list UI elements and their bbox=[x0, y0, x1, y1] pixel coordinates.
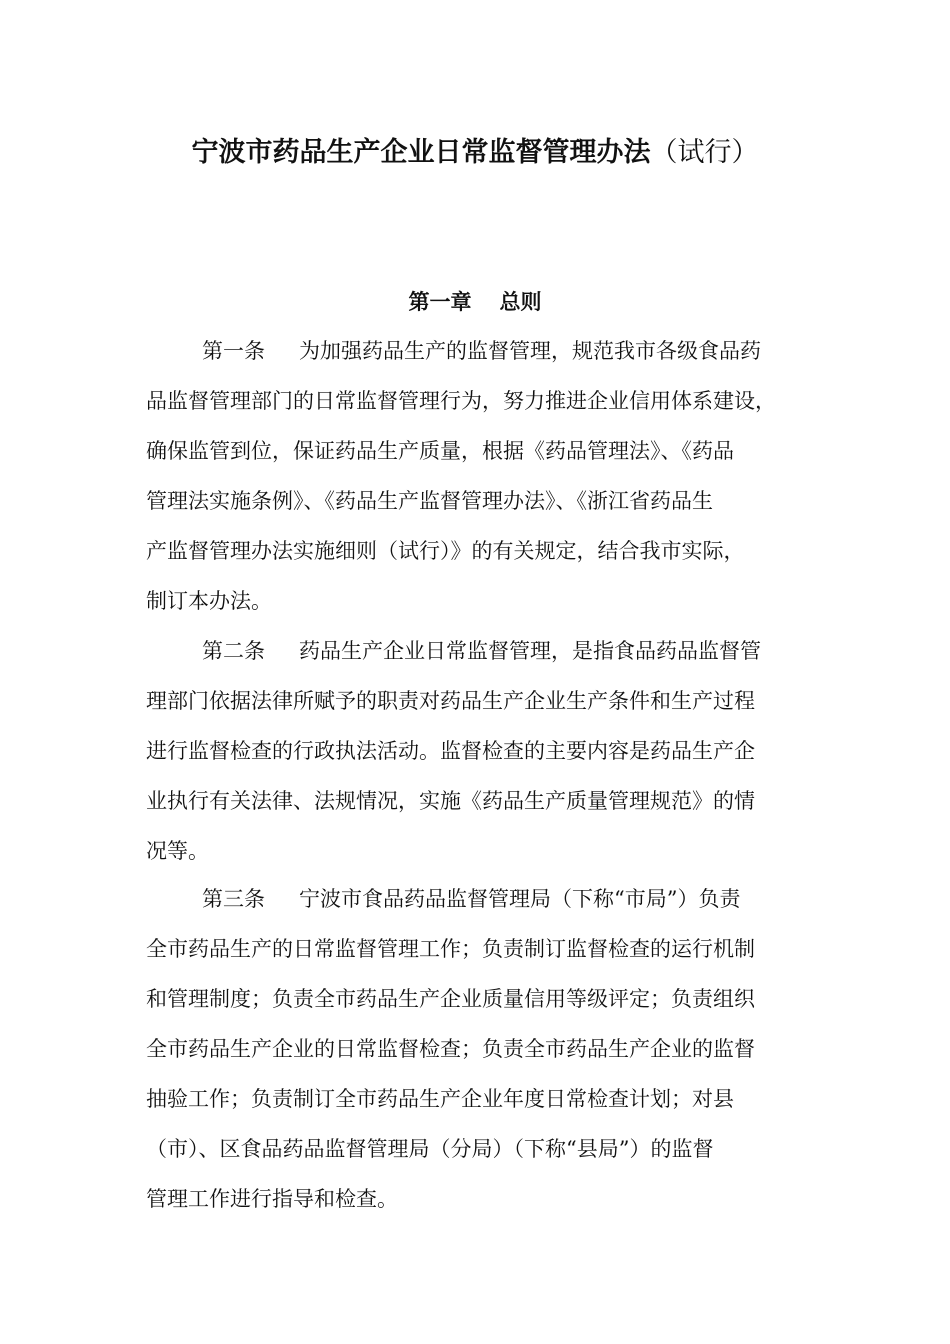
article-text: 药品生产企业日常监督管理，是指食品药品监督管 bbox=[299, 639, 761, 663]
article-line: 品监督管理部门的日常监督管理行为，努力推进企业信用体系建设， bbox=[146, 389, 776, 413]
article-line: 全市药品生产企业的日常监督检查；负责全市药品生产企业的监督 bbox=[146, 1037, 755, 1061]
article-line: 业执行有关法律、法规情况，实施《药品生产质量管理规范》的情 bbox=[146, 789, 755, 813]
article-number: 第一条 bbox=[202, 339, 265, 363]
article-line bbox=[146, 626, 826, 676]
article-line: 进行监督检查的行政执法活动。监督检查的主要内容是药品生产企 bbox=[146, 739, 755, 763]
article-number: 第二条 bbox=[202, 639, 265, 663]
document-title bbox=[0, 128, 950, 178]
article-number: 第三条 bbox=[202, 887, 265, 911]
article-line: 管理工作进行指导和检查。 bbox=[146, 1187, 398, 1211]
chapter-number: 第一章 bbox=[408, 289, 472, 314]
article-line bbox=[146, 326, 826, 376]
article-line: 抽验工作；负责制订全市药品生产企业年度日常检查计划；对县 bbox=[146, 1087, 734, 1111]
article-line bbox=[146, 874, 826, 924]
article-line: 管理法实施条例》、《药品生产监督管理办法》、《浙江省药品生 bbox=[146, 489, 713, 513]
article-line: 确保监管到位，保证药品生产质量，根据《药品管理法》、《药品 bbox=[146, 439, 734, 463]
article-2 bbox=[146, 626, 826, 876]
article-1 bbox=[146, 326, 826, 626]
document-title-main: 宁波市药品生产企业日常监督管理办法 bbox=[191, 137, 651, 168]
article-line: 理部门依据法律所赋予的职责对药品生产企业生产条件和生产过程 bbox=[146, 689, 755, 713]
article-3 bbox=[146, 874, 826, 1224]
article-line: （市）、区食品药品监督管理局（分局）（下称“县局”）的监督 bbox=[146, 1137, 714, 1161]
article-text: 为加强药品生产的监督管理，规范我市各级食品药 bbox=[299, 339, 761, 363]
article-line: 全市药品生产的日常监督管理工作；负责制订监督检查的运行机制 bbox=[146, 937, 755, 961]
document-title-suffix: （试行） bbox=[650, 137, 759, 168]
article-line: 况等。 bbox=[146, 839, 209, 863]
article-line: 制订本办法。 bbox=[146, 589, 272, 613]
article-line: 产监督管理办法实施细则（试行）》的有关规定，结合我市实际， bbox=[146, 539, 745, 563]
chapter-name: 总则 bbox=[499, 289, 542, 314]
chapter-heading bbox=[0, 282, 950, 322]
article-text: 宁波市食品药品监督管理局（下称“市局”）负责 bbox=[299, 887, 741, 911]
article-line: 和管理制度；负责全市药品生产企业质量信用等级评定；负责组织 bbox=[146, 987, 755, 1011]
